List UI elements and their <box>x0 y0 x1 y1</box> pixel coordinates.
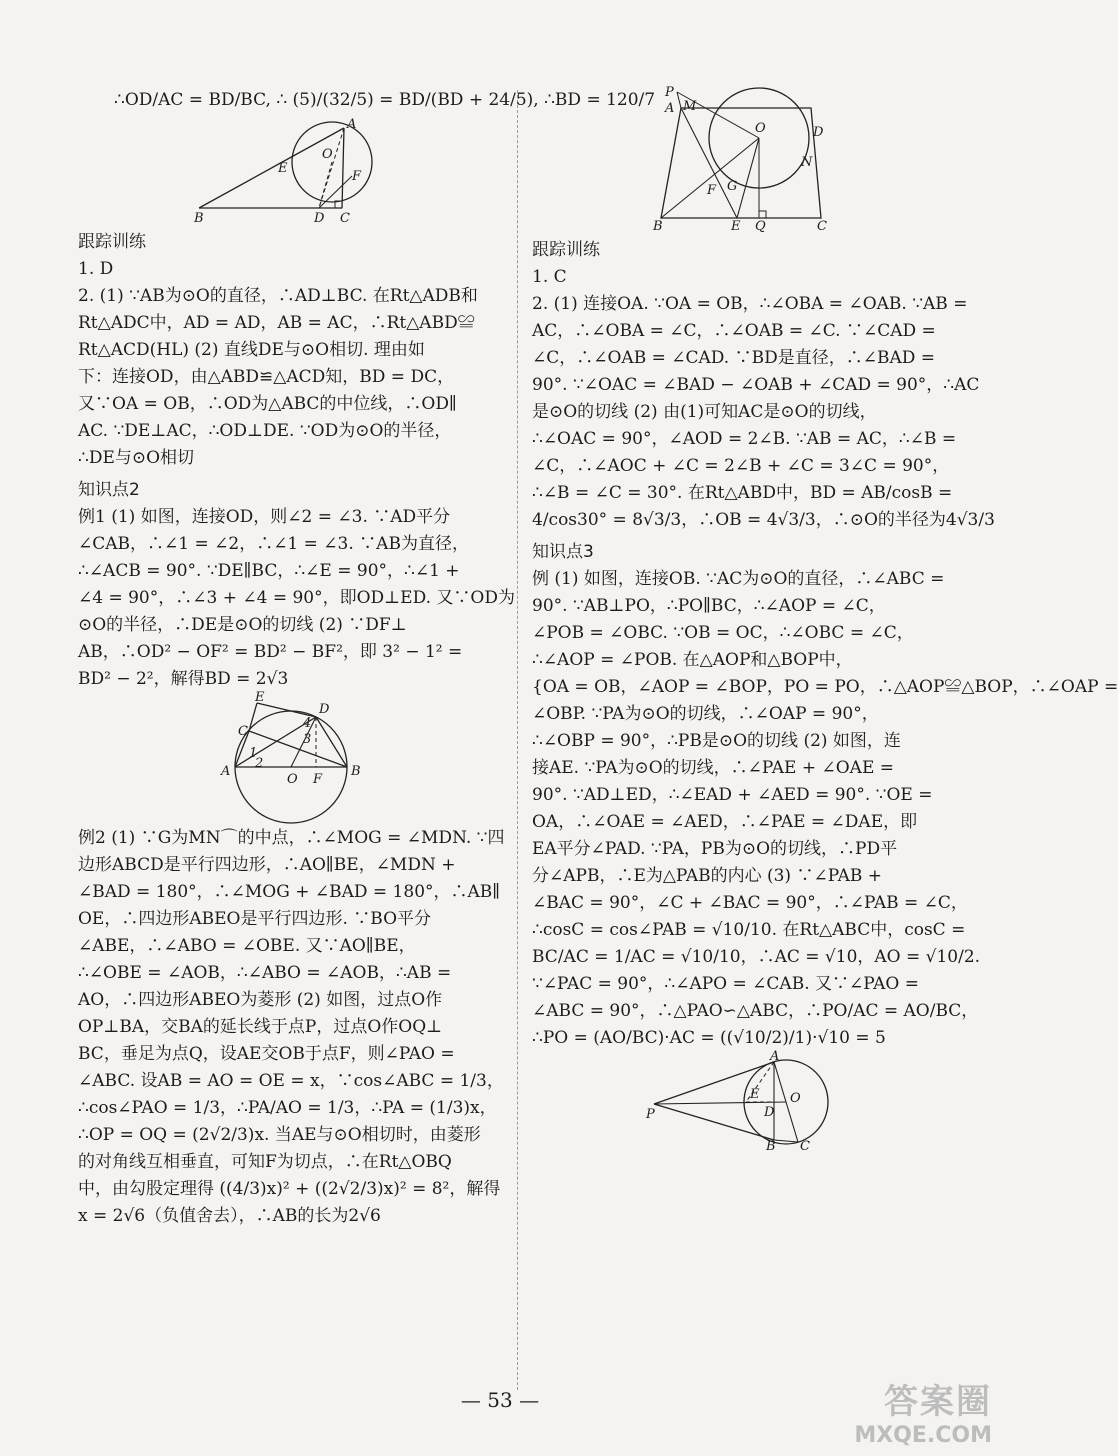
answer-line: Rt△ADC中，AD = AD，AB = AC，∴Rt△ABD≌ <box>78 313 475 333</box>
answer-line: ∴PO = (AO/BC)·AC = ((√10/2)/1)·√10 = 5 <box>532 1028 886 1048</box>
answer-line: ∴∠OBP = 90°，∴PB是⊙O的切线 (2) 如图，连 <box>532 731 901 751</box>
right-column <box>532 85 1118 1154</box>
answer-line: ∵∠PAC = 90°，∴∠APO = ∠CAB. 又∵∠PAO = <box>532 974 919 994</box>
fig4-label: P <box>646 1107 655 1122</box>
fig3-label: B <box>653 219 663 234</box>
answer-line: ∠ABC = 90°，∴△PAO∽△ABC，∴PO/AC = AO/BC， <box>532 1001 979 1021</box>
figure-circle-tangent-1 <box>194 116 394 224</box>
fig2-label: 4 <box>303 716 312 731</box>
section-heading: 跟踪训练 <box>532 240 600 260</box>
answer-line: ∠BAD = 180°，∴∠MOG + ∠BAD = 180°，∴AB∥ <box>78 882 501 902</box>
fig3-label: G <box>727 179 738 194</box>
page-number: — 53 — <box>460 1388 540 1412</box>
answer-line: ∠ABE，∴∠ABO = ∠OBE. 又∵AO∥BE， <box>78 936 416 956</box>
answer-line: ∠ABC. 设AB = AO = OE = x，∵cos∠ABC = 1/3， <box>78 1071 504 1091</box>
fig4-label: C <box>800 1139 810 1154</box>
answer-line: 90°. ∵AB⊥PO，∴PO∥BC，∴∠AOP = ∠C， <box>532 596 886 616</box>
fig2-label: O <box>287 772 298 787</box>
fig3-label: F <box>707 183 717 198</box>
fig4-label: O <box>790 1091 801 1106</box>
knowledge-point3-solution <box>532 566 1118 1052</box>
answer-line: ∴∠OBE = ∠AOB，∴∠ABO = ∠AOB，∴AB = <box>78 963 452 983</box>
watermark-title: 答案圈 <box>884 1382 992 1422</box>
fig4-label: A <box>770 1049 780 1064</box>
answer-line: EA平分∠PAD. ∵PA，PB为⊙O的切线，∴PD平 <box>532 839 898 859</box>
answer-line: OP⊥BA，交BA的延长线于点P，过点O作OQ⊥ <box>78 1017 443 1037</box>
answer-line: 1. C <box>532 267 567 287</box>
column-divider <box>517 90 518 1390</box>
fig2-label: C <box>238 724 248 739</box>
answer-line: 2. (1) 连接OA. ∵OA = OB，∴∠OBA = ∠OAB. ∵AB = <box>532 294 968 314</box>
answer-line: ∴cosC = cos∠PAB = √10/10. 在Rt△ABC中，cosC = <box>532 920 966 940</box>
answer-line: 边形ABCD是平行四边形，∴AO∥BE，∠MDN + <box>78 855 456 875</box>
example1-solution <box>78 504 515 693</box>
answer-line: AO，∴四边形ABEO为菱形 (2) 如图，过点O作 <box>78 990 443 1010</box>
watermark-url: MXQE.COM <box>854 1423 992 1448</box>
answer-line: {OA = OB，∠AOP = ∠BOP，PO = PO，∴△AOP≌△BOP，∴∠OAP = <box>532 677 1118 697</box>
answer-line: ∴DE与⊙O相切 <box>78 448 195 468</box>
left-practice-answers <box>78 256 510 472</box>
answer-line: ∠BAC = 90°，∠C + ∠BAC = 90°，∴∠PAB = ∠C， <box>532 893 968 913</box>
fig1-label: F <box>352 169 362 184</box>
fig1-label: D <box>314 211 325 226</box>
fig3-label: P <box>665 85 674 100</box>
answer-line: ∠C，∴∠AOC + ∠C = 2∠B + ∠C = 3∠C = 90°， <box>532 456 950 476</box>
example2-solution <box>78 825 510 1230</box>
fig2-label: D <box>319 702 330 717</box>
answer-line: AB，∴OD² − OF² = BD² − BF²，即 3² − 1² = <box>78 642 463 662</box>
fig3-label: E <box>731 219 741 234</box>
answer-line: 接AE. ∵PA为⊙O的切线，∴∠PAE + ∠OAE = <box>532 758 895 778</box>
answer-line: 90°. ∵∠OAC = ∠BAD − ∠OAB + ∠CAD = 90°，∴AC <box>532 375 980 395</box>
fig1-label: O <box>322 147 333 162</box>
fig4-label: D <box>764 1105 775 1120</box>
answer-line: 又∵OA = OB，∴OD为△ABC的中位线，∴OD∥ <box>78 394 457 414</box>
answer-line: 4/cos30° = 8√3/3，∴OB = 4√3/3，∴⊙O的半径为4√3/3 <box>532 510 995 530</box>
answer-line: 中，由勾股定理得 ((4/3)x)² + ((2√2/3)x)² = 8²，解得 <box>78 1179 501 1199</box>
fig1-label: C <box>340 211 350 226</box>
answer-line: BC，垂足为点Q，设AE交OB于点F，则∠PAO = <box>78 1044 455 1064</box>
answer-line: ∴∠ACB = 90°. ∵DE∥BC，∴∠E = 90°，∴∠1 + <box>78 561 460 581</box>
fig3-label: D <box>813 125 824 140</box>
figure-parallelogram-circle <box>651 86 841 232</box>
section-heading: 跟踪训练 <box>78 232 146 252</box>
answer-line: ∴OP = OQ = (2√2/3)x. 当AE与⊙O相切时，由菱形 <box>78 1125 481 1145</box>
answer-line: ∴∠AOP = ∠POB. 在△AOP和△BOP中， <box>532 650 853 670</box>
fig2-label: A <box>221 764 231 779</box>
right-practice-answers <box>532 264 995 534</box>
answer-line: ∴cos∠PAO = 1/3，∴PA/AO = 1/3，∴PA = (1/3)x， <box>78 1098 497 1118</box>
answer-line: 例2 (1) ∵G为MN⌒的中点，∴∠MOG = ∠MDN. ∵四 <box>78 828 505 848</box>
answer-line: ∴∠OAC = 90°，∠AOD = 2∠B. ∵AB = AC，∴∠B = <box>532 429 957 449</box>
fig1-label: A <box>347 117 357 132</box>
fig3-label: M <box>683 99 697 114</box>
fig3-label: N <box>801 155 813 170</box>
answer-line: Rt△ACD(HL) (2) 直线DE与⊙O相切. 理由如 <box>78 340 425 360</box>
answer-line: x = 2√6（负值舍去），∴AB的长为2√6 <box>78 1206 381 1226</box>
answer-line: ∠CAB，∴∠1 = ∠2，∴∠1 = ∠3. ∵AB为直径， <box>78 534 469 554</box>
section-heading: 知识点2 <box>78 480 140 500</box>
answer-line: 下：连接OD，由△ABD≌△ACD知，BD = DC， <box>78 367 455 387</box>
answer-line: 2. (1) ∵AB为⊙O的直径，∴AD⊥BC. 在Rt△ADB和 <box>78 286 478 306</box>
fig3-label: O <box>755 121 766 136</box>
answer-line: BD² − 2²，解得BD = 2√3 <box>78 669 289 689</box>
fig1-label: E <box>278 161 288 176</box>
figure-tangent-kite <box>646 1049 846 1154</box>
top-equation: ∴OD/AC = BD/BC, ∴ (5)/(32/5) = BD/(BD + 24/5), ∴BD = 120/7 <box>114 90 656 110</box>
fig2-label: E <box>255 690 265 705</box>
fig4-label: B <box>766 1139 776 1154</box>
fig2-label: 2 <box>255 756 264 771</box>
answer-line: AC. ∵DE⊥AC，∴OD⊥DE. ∵OD为⊙O的半径， <box>78 421 452 441</box>
answer-line: 90°. ∵AD⊥ED，∴∠EAD + ∠AED = 90°. ∵OE = <box>532 785 933 805</box>
answer-line: ∠OBP. ∵PA为⊙O的切线，∴∠OAP = 90°， <box>532 704 879 724</box>
answer-line: ∠4 = 90°，∴∠3 + ∠4 = 90°，即OD⊥ED. 又∵OD为 <box>78 588 515 608</box>
answer-line: 例1 (1) 如图，连接OD，则∠2 = ∠3. ∵AD平分 <box>78 507 451 527</box>
answer-line: ∠C，∴∠OAB = ∠CAD. ∵BD是直径，∴∠BAD = <box>532 348 936 368</box>
answer-line: ∴∠B = ∠C = 30°. 在Rt△ABD中，BD = AB/cosB = <box>532 483 953 503</box>
figure-circle-tangent-2 <box>219 690 369 825</box>
fig3-label: Q <box>755 219 766 234</box>
answer-line: BC/AC = 1/AC = √10/10，∴AC = √10，AO = √10/2. <box>532 947 981 967</box>
answer-line: OA，∴∠OAE = ∠AED，∴∠PAE = ∠DAE，即 <box>532 812 918 832</box>
answer-line: 例 (1) 如图，连接OB. ∵AC为⊙O的直径，∴∠ABC = <box>532 569 945 589</box>
fig2-label: 1 <box>249 746 258 761</box>
fig2-label: F <box>313 772 323 787</box>
fig1-label: B <box>194 211 204 226</box>
answer-line: 1. D <box>78 259 114 279</box>
watermark-logo <box>854 1374 992 1448</box>
answer-line: 分∠APB，∴E为△PAB的内心 (3) ∵∠PAB + <box>532 866 883 886</box>
fig3-label: A <box>665 101 675 116</box>
answer-line: 的对角线互相垂直，可知F为切点，∴在Rt△OBQ <box>78 1152 452 1172</box>
answer-line: 是⊙O的切线 (2) 由(1)可知AC是⊙O的切线， <box>532 402 877 422</box>
fig3-label: C <box>817 219 827 234</box>
answer-line: ⊙O的半径，∴DE是⊙O的切线 (2) ∵DF⊥ <box>78 615 407 635</box>
answer-line: OE，∴四边形ABEO是平行四边形. ∵BO平分 <box>78 909 432 929</box>
fig4-label: E <box>750 1087 760 1102</box>
section-heading: 知识点3 <box>532 542 594 562</box>
answer-line: ∠POB = ∠OBC. ∵OB = OC，∴∠OBC = ∠C， <box>532 623 914 643</box>
fig2-label: 3 <box>303 732 312 747</box>
fig2-label: B <box>351 764 361 779</box>
answer-line: AC，∴∠OBA = ∠C，∴∠OAB = ∠C. ∵∠CAD = <box>532 321 936 341</box>
